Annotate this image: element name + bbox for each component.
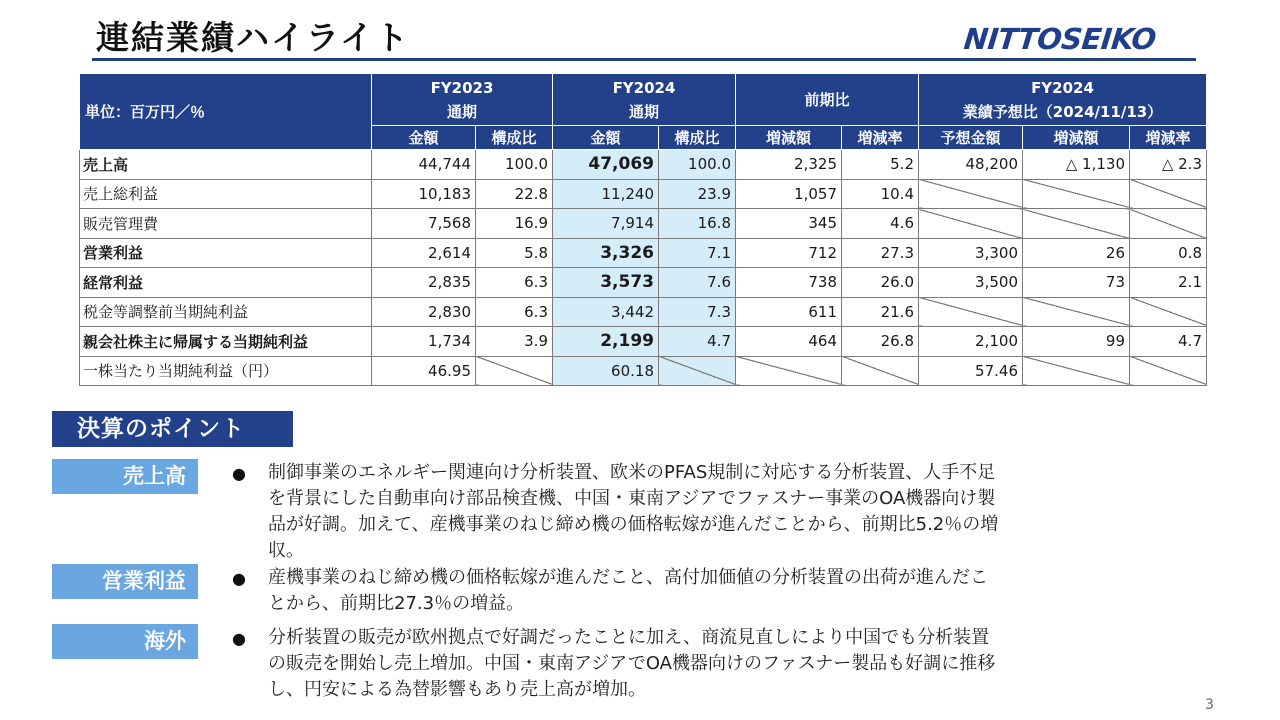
table-cell (1023, 179, 1130, 209)
table-cell: 3,442 (553, 297, 659, 327)
table-cell: 2,835 (372, 268, 476, 298)
financial-highlights-table (79, 73, 1207, 386)
table-cell (1023, 356, 1130, 386)
table-cell: △ 1,130 (1023, 150, 1130, 180)
table-cell: 7,914 (553, 209, 659, 239)
row-label: 売上高 (80, 150, 372, 180)
header-fy2024: FY2024 通期 (553, 74, 736, 126)
table-row (80, 297, 1207, 327)
point-tag: 営業利益 (52, 564, 198, 599)
subheader-4: 増減額 (736, 126, 842, 150)
table-row (80, 209, 1207, 239)
table-cell (1130, 179, 1207, 209)
table-cell: 47,069 (553, 150, 659, 180)
row-label: 親会社株主に帰属する当期純利益 (80, 327, 372, 357)
table-row (80, 238, 1207, 268)
table-cell: △ 2.3 (1130, 150, 1207, 180)
table-cell: 2,614 (372, 238, 476, 268)
subheader-3: 構成比 (659, 126, 736, 150)
points-heading: 決算のポイント (52, 411, 293, 447)
table-cell (659, 356, 736, 386)
table-cell: 23.9 (659, 179, 736, 209)
row-label: 販売管理費 (80, 209, 372, 239)
table-cell: 6.3 (476, 297, 553, 327)
table-cell: 6.3 (476, 268, 553, 298)
table-cell (1130, 356, 1207, 386)
table-cell: 99 (1023, 327, 1130, 357)
table-cell: 464 (736, 327, 842, 357)
table-cell: 1,734 (372, 327, 476, 357)
table-cell: 11,240 (553, 179, 659, 209)
table-cell (842, 356, 919, 386)
table-cell: 2,325 (736, 150, 842, 180)
table-cell: 4.7 (659, 327, 736, 357)
table-cell: 3,300 (919, 238, 1023, 268)
point-tag: 売上高 (52, 459, 198, 494)
row-label: 税金等調整前当期純利益 (80, 297, 372, 327)
table-cell: 3.9 (476, 327, 553, 357)
point-text-line: を背景にした自動車向け部品検査機、中国・東南アジアでファスナー事業のOA機器向け製 (268, 488, 996, 509)
point-text (268, 625, 1198, 703)
bullet-icon: ● (232, 569, 246, 588)
point-text-line: の販売を開始し売上増加。中国・東南アジアでOA機器向けのファスナー製品も好調に推移 (268, 653, 996, 674)
table-cell (919, 209, 1023, 239)
table-cell: 3,573 (553, 268, 659, 298)
table-row (80, 327, 1207, 357)
table-cell (1130, 209, 1207, 239)
table-cell (1023, 209, 1130, 239)
header-forecast: FY2024 業績予想比（2024/11/13） (919, 74, 1207, 126)
point-text-line: 収。 (268, 540, 304, 561)
point-text-line: 品が好調。加えて、産機事業のねじ締め機の価格転嫁が進んだことから、前期比5.2％の増 (268, 514, 999, 535)
table-cell: 22.8 (476, 179, 553, 209)
table-cell: 4.7 (1130, 327, 1207, 357)
table-cell (736, 356, 842, 386)
table-cell: 27.3 (842, 238, 919, 268)
row-label: 一株当たり当期純利益（円） (80, 356, 372, 386)
table-cell: 5.8 (476, 238, 553, 268)
page-title: 連結業績ハイライト (96, 18, 411, 57)
header-yoy: 前期比 (736, 74, 919, 126)
table-cell: 100.0 (476, 150, 553, 180)
table-cell: 2,199 (553, 327, 659, 357)
table-cell: 10.4 (842, 179, 919, 209)
table-cell: 738 (736, 268, 842, 298)
table-cell: 712 (736, 238, 842, 268)
bullet-icon: ● (232, 629, 246, 648)
table-cell: 611 (736, 297, 842, 327)
table-cell: 7.3 (659, 297, 736, 327)
table-cell: 5.2 (842, 150, 919, 180)
table-cell: 26.8 (842, 327, 919, 357)
table-cell (476, 356, 553, 386)
table-cell: 3,326 (553, 238, 659, 268)
table-cell: 73 (1023, 268, 1130, 298)
point-text (268, 565, 1198, 617)
table-cell: 2,830 (372, 297, 476, 327)
table-cell: 345 (736, 209, 842, 239)
table-cell: 26 (1023, 238, 1130, 268)
table-row (80, 268, 1207, 298)
row-label: 経常利益 (80, 268, 372, 298)
table-row (80, 150, 1207, 180)
table-cell: 16.9 (476, 209, 553, 239)
subheader-1: 構成比 (476, 126, 553, 150)
row-label: 売上総利益 (80, 179, 372, 209)
unit-label: 単位：百万円／％ (80, 74, 372, 150)
table-row (80, 179, 1207, 209)
subheader-5: 増減率 (842, 126, 919, 150)
row-label: 営業利益 (80, 238, 372, 268)
point-tag: 海外 (52, 624, 198, 659)
table-cell: 16.8 (659, 209, 736, 239)
point-text (268, 460, 1198, 564)
header-fy2023: FY2023 通期 (372, 74, 553, 126)
table-cell: 4.6 (842, 209, 919, 239)
table-cell: 7.1 (659, 238, 736, 268)
company-logo: NITTOSEIKO (962, 22, 1158, 56)
table-cell: 60.18 (553, 356, 659, 386)
table-cell: 44,744 (372, 150, 476, 180)
subheader-0: 金額 (372, 126, 476, 150)
table-cell: 0.8 (1130, 238, 1207, 268)
table-cell (919, 179, 1023, 209)
table-cell (1023, 297, 1130, 327)
table-cell: 57.46 (919, 356, 1023, 386)
table-cell: 46.95 (372, 356, 476, 386)
subheader-7: 増減額 (1023, 126, 1130, 150)
table-cell: 100.0 (659, 150, 736, 180)
point-text-line: 制御事業のエネルギー関連向け分析装置、欧米のPFAS規制に対応する分析装置、人手不足 (268, 462, 996, 483)
title-divider (92, 58, 1196, 61)
table-cell: 7,568 (372, 209, 476, 239)
table-cell: 3,500 (919, 268, 1023, 298)
table-cell: 10,183 (372, 179, 476, 209)
page-number: 3 (1205, 697, 1214, 713)
table-cell: 2.1 (1130, 268, 1207, 298)
table-cell (1130, 297, 1207, 327)
subheader-8: 増減率 (1130, 126, 1207, 150)
table-cell: 26.0 (842, 268, 919, 298)
table-cell: 2,100 (919, 327, 1023, 357)
bullet-icon: ● (232, 464, 246, 483)
table-row (80, 356, 1207, 386)
subheader-6: 予想金額 (919, 126, 1023, 150)
table-cell (919, 297, 1023, 327)
point-text-line: とから、前期比27.3％の増益。 (268, 593, 525, 614)
table-cell: 21.6 (842, 297, 919, 327)
table-cell: 48,200 (919, 150, 1023, 180)
point-text-line: し、円安による為替影響もあり売上高が増加。 (268, 679, 646, 700)
subheader-2: 金額 (553, 126, 659, 150)
point-text-line: 産機事業のねじ締め機の価格転嫁が進んだこと、高付加価値の分析装置の出荷が進んだこ (268, 567, 988, 588)
table-cell: 7.6 (659, 268, 736, 298)
table-cell: 1,057 (736, 179, 842, 209)
point-text-line: 分析装置の販売が欧州拠点で好調だったことに加え、商流見直しにより中国でも分析装置 (268, 627, 990, 648)
